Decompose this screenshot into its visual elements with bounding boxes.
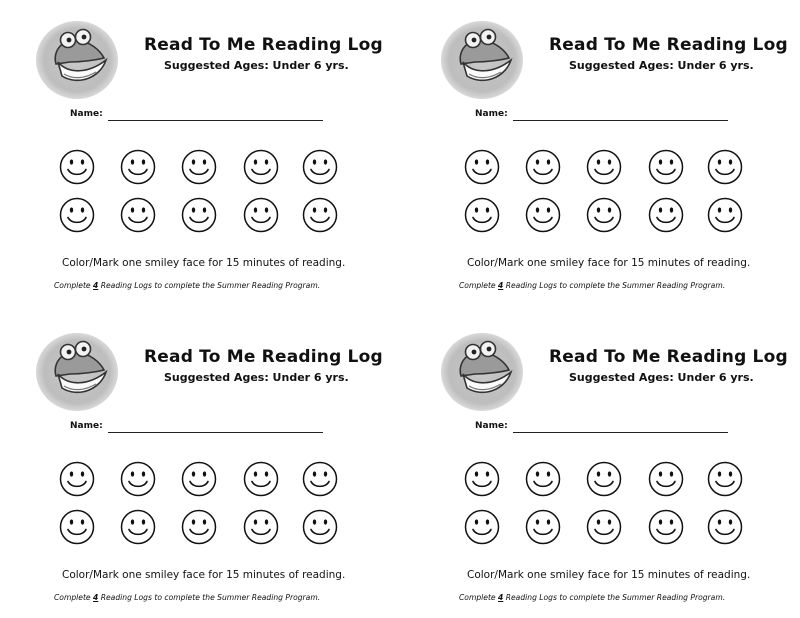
smiley-face-icon[interactable] bbox=[525, 509, 561, 545]
smiley-face-icon[interactable] bbox=[181, 197, 217, 233]
smiley-face-icon[interactable] bbox=[707, 197, 743, 233]
smiley-face-icon[interactable] bbox=[120, 461, 156, 497]
smiley-grid bbox=[59, 149, 341, 235]
note-suffix: Reading Logs to complete the Summer Reading Program. bbox=[98, 281, 321, 290]
required-log-count: 4 bbox=[498, 281, 504, 290]
note-prefix: Complete bbox=[54, 281, 94, 290]
smiley-face-icon[interactable] bbox=[648, 197, 684, 233]
smiley-face-icon[interactable] bbox=[464, 149, 500, 185]
smiley-face-icon[interactable] bbox=[243, 197, 279, 233]
smiley-grid bbox=[59, 461, 341, 547]
smiley-face-icon[interactable] bbox=[302, 197, 338, 233]
smiley-face-icon[interactable] bbox=[586, 197, 622, 233]
smiley-face-icon[interactable] bbox=[243, 461, 279, 497]
smiley-face-icon[interactable] bbox=[59, 149, 95, 185]
smiley-face-icon[interactable] bbox=[464, 509, 500, 545]
smiley-face-icon[interactable] bbox=[302, 149, 338, 185]
smiley-face-icon[interactable] bbox=[586, 461, 622, 497]
smiley-face-icon[interactable] bbox=[586, 149, 622, 185]
reading-log-card-2 bbox=[405, 0, 800, 306]
reading-log-card-3 bbox=[0, 312, 400, 618]
smiley-face-icon[interactable] bbox=[302, 509, 338, 545]
smiley-face-icon[interactable] bbox=[243, 149, 279, 185]
log-subtitle: Suggested Ages: Under 6 yrs. bbox=[164, 371, 349, 384]
smiley-grid bbox=[464, 461, 746, 547]
smiley-face-icon[interactable] bbox=[464, 461, 500, 497]
reading-log-card-1 bbox=[0, 0, 400, 306]
smiley-face-icon[interactable] bbox=[525, 197, 561, 233]
smiley-face-icon[interactable] bbox=[525, 461, 561, 497]
smiley-face-icon[interactable] bbox=[648, 461, 684, 497]
required-log-count: 4 bbox=[498, 593, 504, 602]
program-requirement-note bbox=[54, 281, 320, 290]
smiley-face-icon[interactable] bbox=[586, 509, 622, 545]
note-suffix: Reading Logs to complete the Summer Reading Program. bbox=[503, 593, 726, 602]
note-prefix: Complete bbox=[54, 593, 94, 602]
program-requirement-note bbox=[459, 281, 725, 290]
smiley-face-icon[interactable] bbox=[120, 509, 156, 545]
frog-icon bbox=[439, 16, 525, 102]
name-label: Name: bbox=[475, 421, 508, 431]
required-log-count: 4 bbox=[93, 593, 99, 602]
program-requirement-note bbox=[54, 593, 320, 602]
program-requirement-note bbox=[459, 593, 725, 602]
smiley-face-icon[interactable] bbox=[648, 509, 684, 545]
name-label: Name: bbox=[70, 109, 103, 119]
note-prefix: Complete bbox=[459, 281, 499, 290]
name-field[interactable] bbox=[513, 120, 728, 121]
reading-log-card-4 bbox=[405, 312, 800, 618]
smiley-face-icon[interactable] bbox=[648, 149, 684, 185]
note-suffix: Reading Logs to complete the Summer Reading Program. bbox=[503, 281, 726, 290]
name-label: Name: bbox=[70, 421, 103, 431]
log-title: Read To Me Reading Log bbox=[144, 35, 383, 55]
log-subtitle: Suggested Ages: Under 6 yrs. bbox=[569, 59, 754, 72]
log-title: Read To Me Reading Log bbox=[549, 35, 788, 55]
smiley-face-icon[interactable] bbox=[181, 461, 217, 497]
log-title: Read To Me Reading Log bbox=[549, 347, 788, 367]
smiley-face-icon[interactable] bbox=[707, 149, 743, 185]
name-label: Name: bbox=[475, 109, 508, 119]
name-field[interactable] bbox=[108, 432, 323, 433]
smiley-face-icon[interactable] bbox=[59, 197, 95, 233]
name-field[interactable] bbox=[108, 120, 323, 121]
smiley-face-icon[interactable] bbox=[120, 197, 156, 233]
log-title: Read To Me Reading Log bbox=[144, 347, 383, 367]
smiley-grid bbox=[464, 149, 746, 235]
smiley-face-icon[interactable] bbox=[120, 149, 156, 185]
frog-icon bbox=[439, 328, 525, 414]
smiley-face-icon[interactable] bbox=[707, 461, 743, 497]
smiley-face-icon[interactable] bbox=[59, 509, 95, 545]
smiley-face-icon[interactable] bbox=[243, 509, 279, 545]
smiley-face-icon[interactable] bbox=[525, 149, 561, 185]
smiley-face-icon[interactable] bbox=[707, 509, 743, 545]
frog-icon bbox=[34, 16, 120, 102]
name-field[interactable] bbox=[513, 432, 728, 433]
smiley-face-icon[interactable] bbox=[59, 461, 95, 497]
smiley-face-icon[interactable] bbox=[181, 149, 217, 185]
smiley-face-icon[interactable] bbox=[302, 461, 338, 497]
required-log-count: 4 bbox=[93, 281, 99, 290]
smiley-face-icon[interactable] bbox=[181, 509, 217, 545]
log-subtitle: Suggested Ages: Under 6 yrs. bbox=[164, 59, 349, 72]
note-prefix: Complete bbox=[459, 593, 499, 602]
reading-instruction: Color/Mark one smiley face for 15 minutes of reading. bbox=[467, 257, 751, 269]
smiley-face-icon[interactable] bbox=[464, 197, 500, 233]
note-suffix: Reading Logs to complete the Summer Reading Program. bbox=[98, 593, 321, 602]
log-subtitle: Suggested Ages: Under 6 yrs. bbox=[569, 371, 754, 384]
reading-instruction: Color/Mark one smiley face for 15 minutes of reading. bbox=[62, 569, 346, 581]
reading-instruction: Color/Mark one smiley face for 15 minutes of reading. bbox=[467, 569, 751, 581]
reading-instruction: Color/Mark one smiley face for 15 minutes of reading. bbox=[62, 257, 346, 269]
frog-icon bbox=[34, 328, 120, 414]
